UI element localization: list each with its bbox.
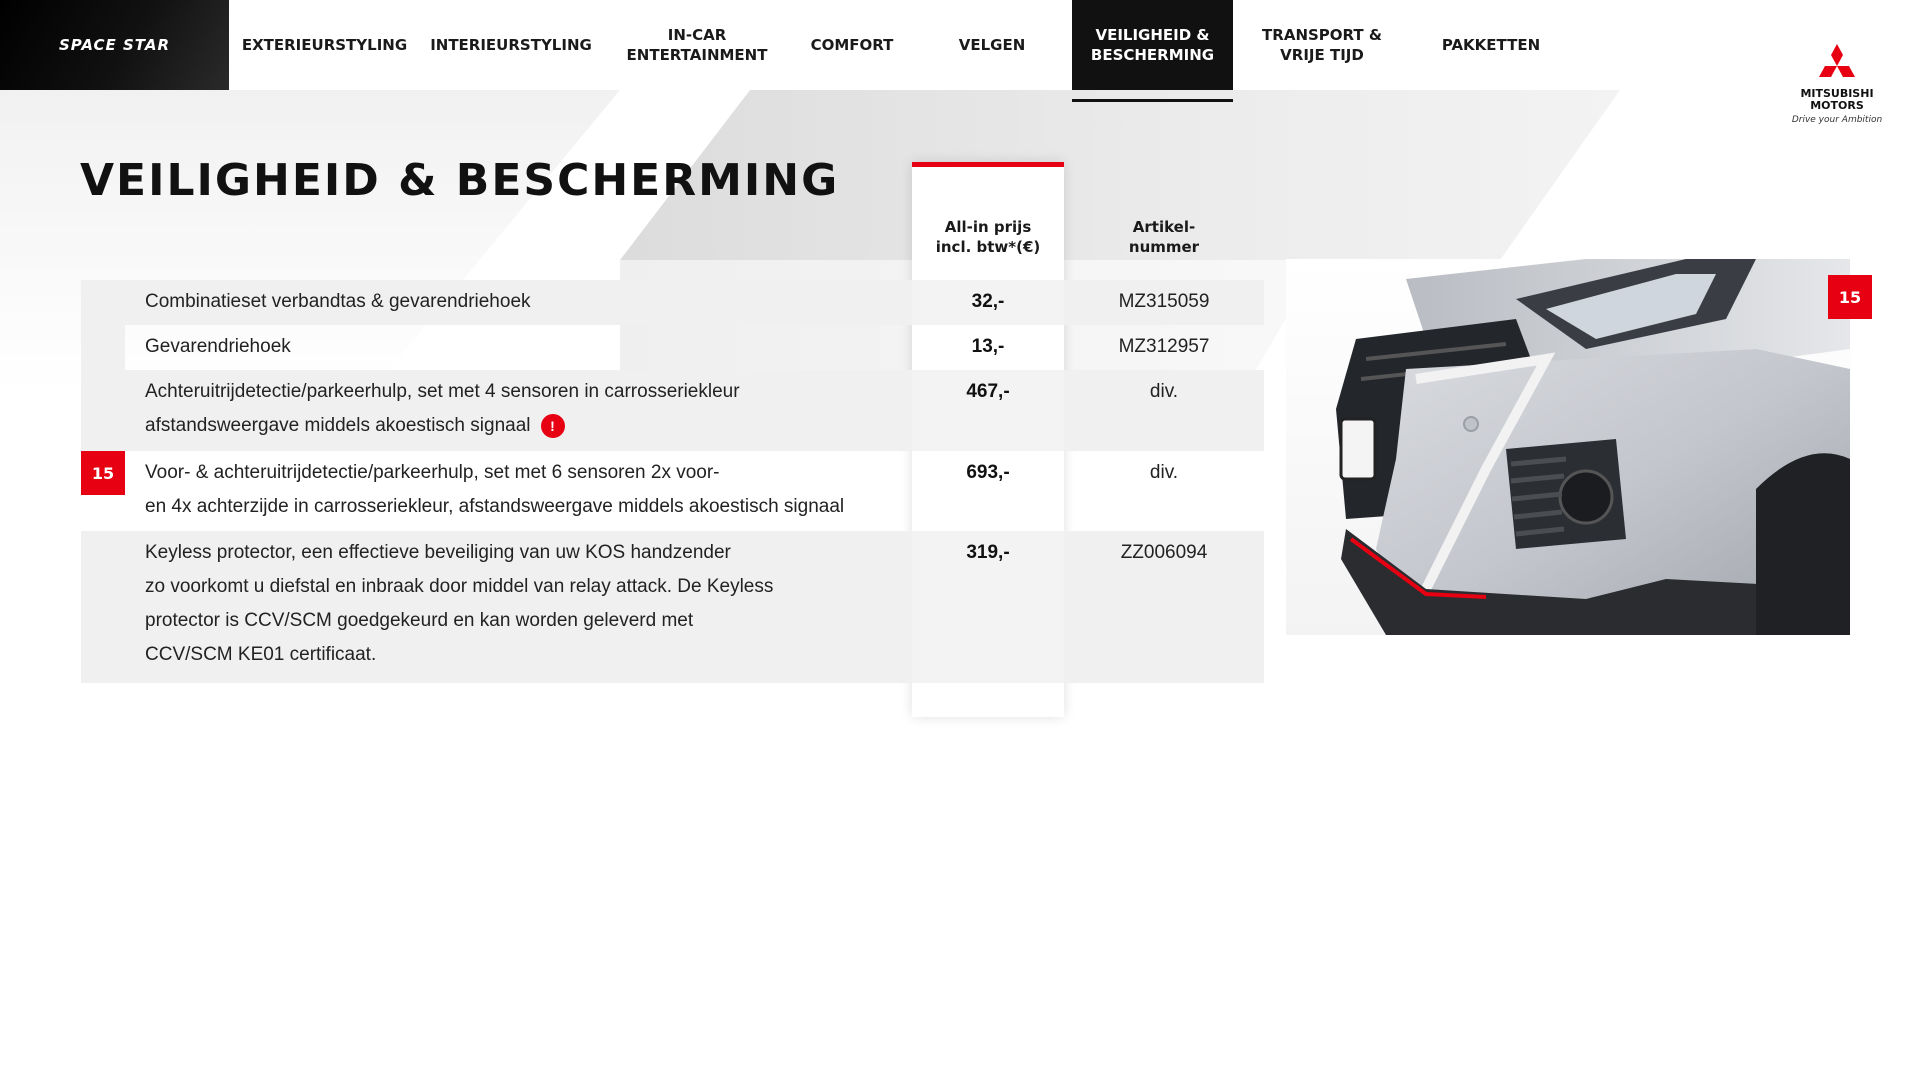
row-description-line: Voor- & achteruitrijdetectie/parkeerhulp, set met 6 sensoren 2x voor- — [145, 462, 720, 483]
brand-name: SPACE STAR — [58, 36, 171, 54]
nav-item-transport-vrije-tijd[interactable]: TRANSPORT & VRIJE TIJD — [1262, 26, 1382, 64]
nav-item-veiligheid-bescherming[interactable]: VEILIGHEID & BESCHERMING — [1072, 0, 1233, 90]
row-article-number: MZ315059 — [1118, 291, 1210, 312]
table-row — [81, 325, 1264, 370]
reference-number-badge: 15 — [81, 451, 125, 495]
table-row — [81, 370, 1264, 451]
nav-item-comfort[interactable]: COMFORT — [810, 36, 894, 54]
row-article-number: MZ312957 — [1118, 336, 1210, 357]
row-description-line: CCV/SCM KE01 certificaat. — [145, 644, 377, 665]
row-description — [125, 531, 912, 683]
row-price: 32,- — [912, 280, 1064, 325]
mitsubishi-logo[interactable] — [1782, 44, 1892, 125]
row-description-text: afstandsweergave middels akoestisch signaal — [145, 415, 531, 436]
three-diamonds-icon — [1816, 44, 1858, 88]
page-title: VEILIGHEID & BESCHERMING — [80, 155, 840, 206]
product-image-car-front — [1286, 259, 1850, 635]
row-description — [125, 370, 912, 451]
row-price: 693,- — [912, 451, 1064, 531]
table-row — [81, 451, 1264, 531]
badge-cell — [81, 531, 125, 683]
image-reference-badge: 15 — [1828, 275, 1872, 319]
row-price: 467,- — [912, 370, 1064, 451]
nav-item-pakketten[interactable]: PAKKETTEN — [1441, 36, 1541, 54]
row-description: Gevarendriehoek — [145, 336, 291, 357]
nav-item-velgen[interactable]: VELGEN — [958, 36, 1026, 54]
brand-logo-space-star[interactable] — [0, 0, 229, 90]
main-nav — [229, 0, 1571, 90]
badge-cell — [81, 370, 125, 451]
row-description-line: protector is CCV/SCM goedgekeurd en kan worden geleverd met — [145, 610, 694, 631]
nav-item-interieurstyling[interactable]: INTERIEURSTYLING — [430, 36, 592, 54]
price-column-header: All-in prijs incl. btw*(€) — [935, 218, 1041, 256]
row-description-line: en 4x achterzijde in carrosseriekleur, afstandsweergave middels akoestisch signaal — [145, 496, 845, 517]
car-front-illustration — [1286, 259, 1850, 635]
info-icon[interactable]: ! — [541, 414, 565, 438]
row-description-line: Keyless protector, een effectieve beveiliging van uw KOS handzender — [145, 542, 731, 563]
badge-cell — [81, 280, 125, 325]
row-price: 13,- — [912, 325, 1064, 370]
accessory-table — [81, 280, 1264, 683]
row-description — [125, 451, 912, 531]
row-description: Combinatieset verbandtas & gevarendriehoek — [145, 291, 531, 312]
row-article-number: ZZ006094 — [1120, 542, 1208, 563]
row-article-number: div. — [1149, 381, 1179, 402]
article-column-header: Artikel- nummer — [1128, 218, 1200, 256]
logo-tagline: Drive your Ambition — [1791, 115, 1883, 125]
table-row — [81, 280, 1264, 325]
row-description-line: zo voorkomt u diefstal en inbraak door middel van relay attack. De Keyless — [145, 576, 774, 597]
logo-name-line1: MITSUBISHI — [1800, 87, 1874, 100]
nav-item-in-car-entertainment[interactable]: IN-CAR ENTERTAINMENT — [626, 26, 768, 64]
row-price: 319,- — [912, 531, 1064, 683]
row-description-line — [145, 409, 892, 443]
badge-cell — [81, 451, 125, 531]
logo-name-line2: MOTORS — [1810, 99, 1864, 112]
table-row — [81, 531, 1264, 683]
row-article-number: div. — [1149, 462, 1179, 483]
nav-item-exterieurstyling[interactable]: EXTERIEURSTYLING — [241, 36, 408, 54]
badge-cell — [81, 325, 125, 370]
top-navigation — [0, 0, 1920, 90]
row-description-line: Achteruitrijdetectie/parkeerhulp, set met 4 sensoren in carrosseriekleur — [145, 381, 740, 402]
